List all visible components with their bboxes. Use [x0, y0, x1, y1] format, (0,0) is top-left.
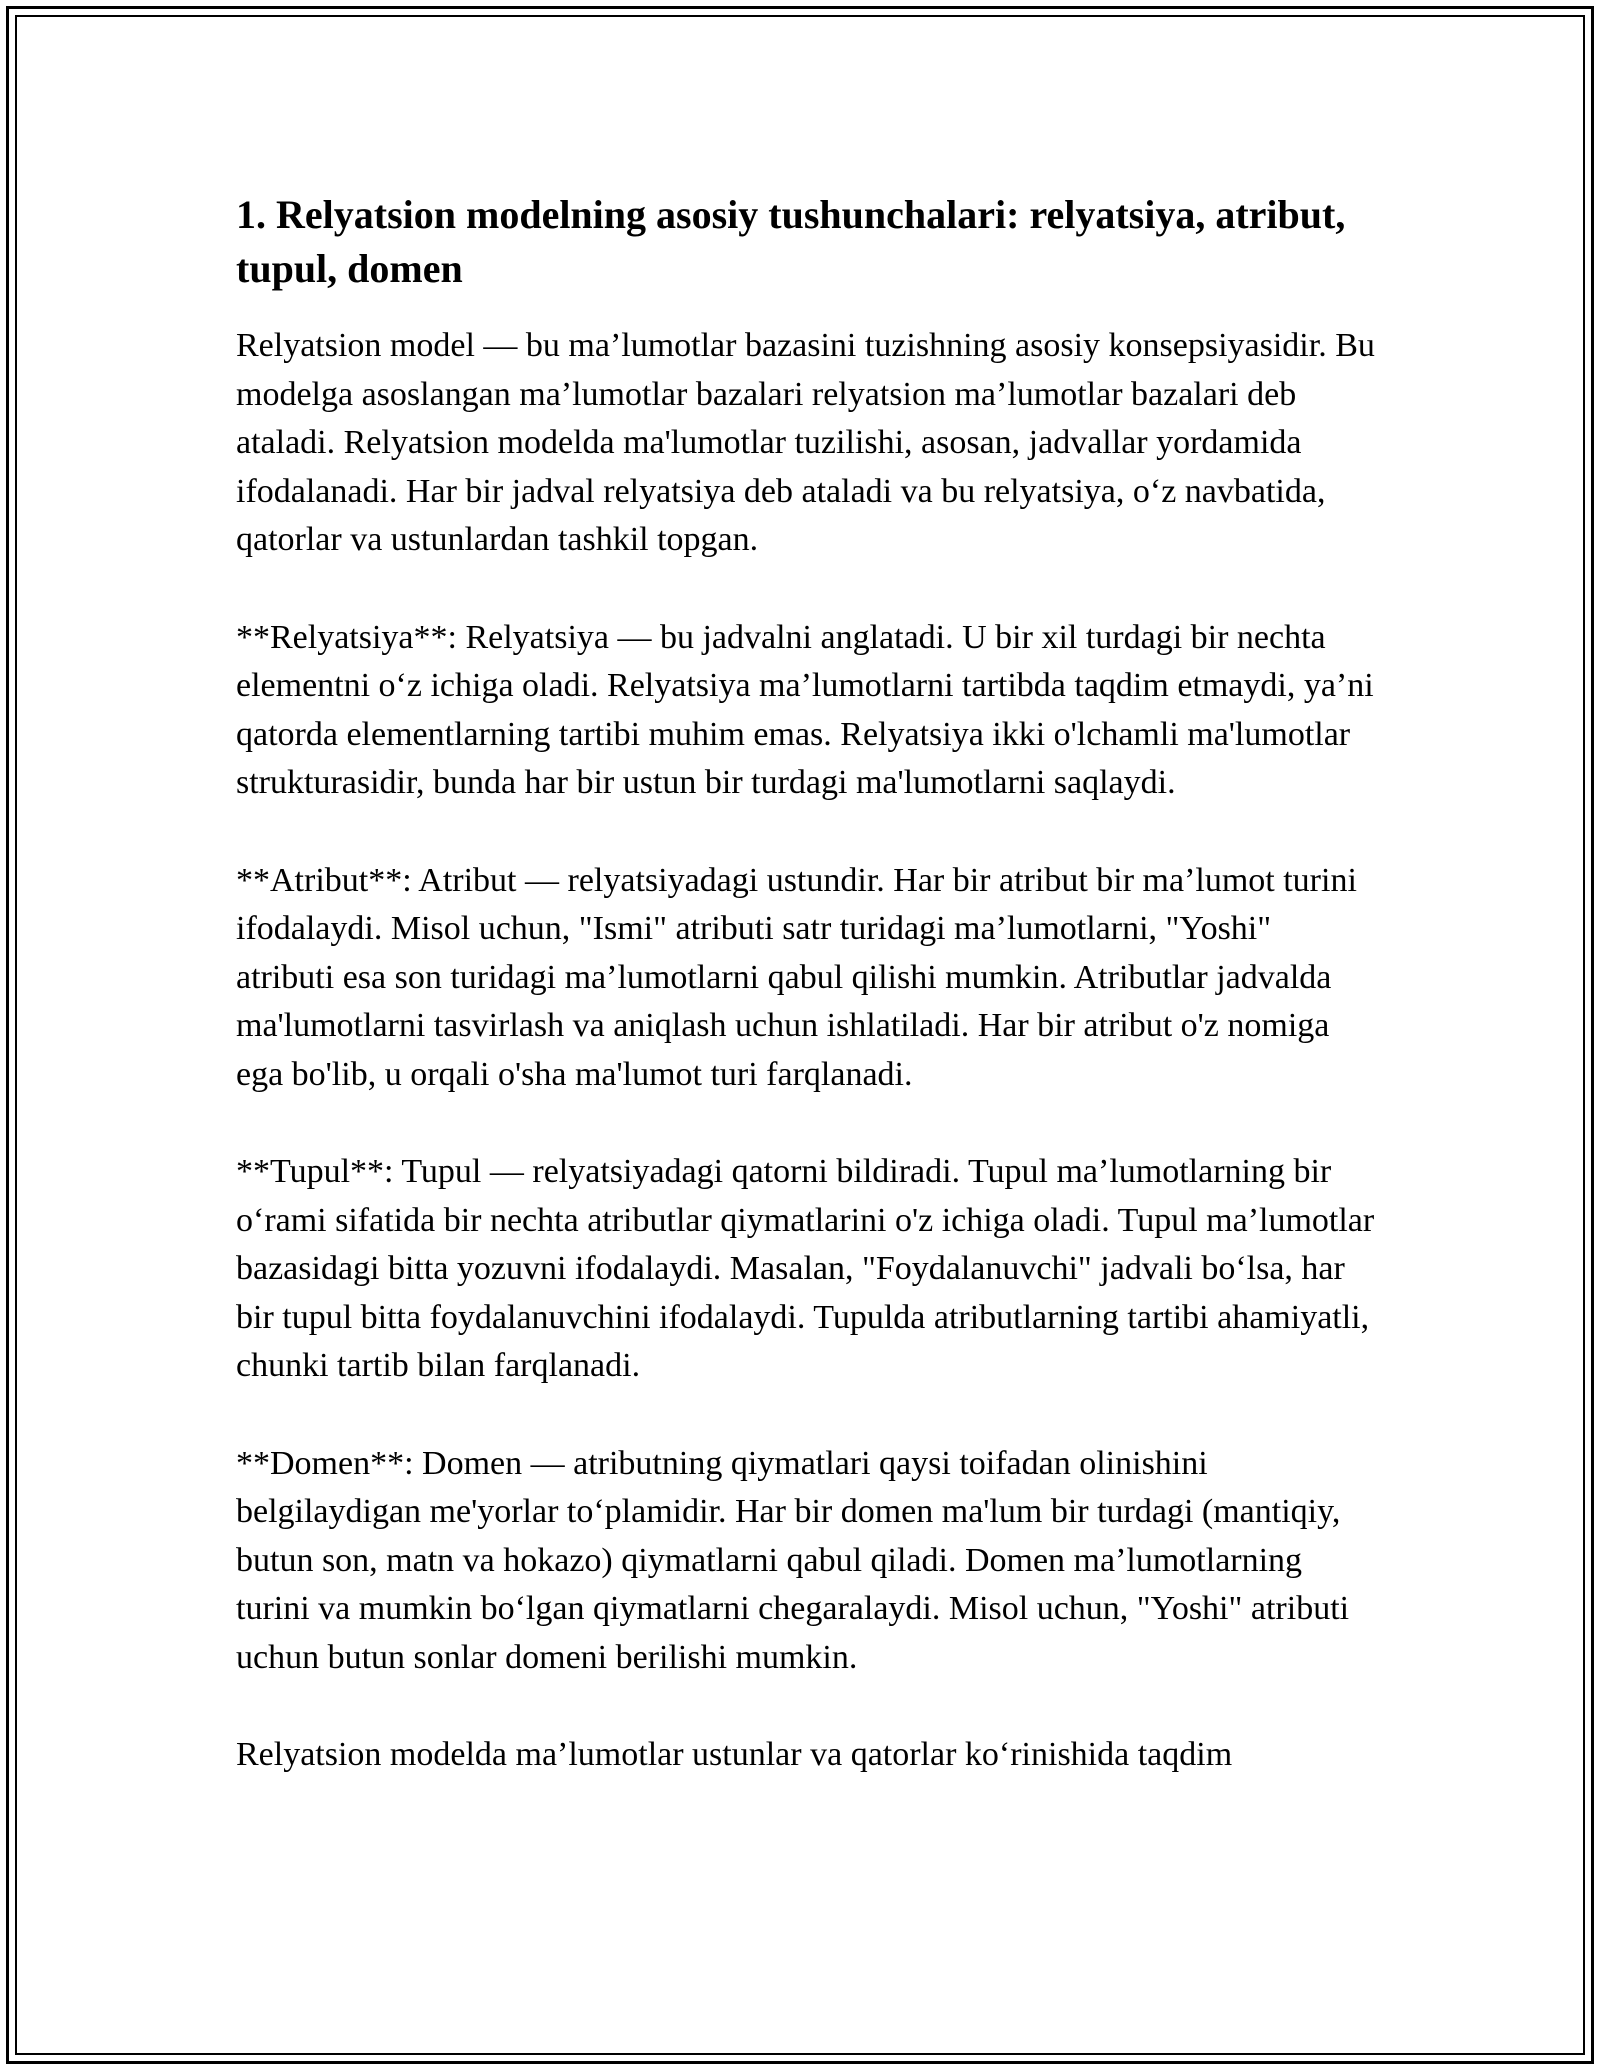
paragraph-closing: Relyatsion modelda ma’lumotlar ustunlar va qatorlar ko‘rinishida taqdim: [236, 1736, 1233, 1773]
document-body: [236, 188, 1376, 1829]
paragraph-domen: **Domen**: Domen — atributning qiymatlari qaysi toifadan olinishini belgilaydigan me'yorlar to‘plamidir. Har bir domen ma'lum bir turdagi (mantiqiy, butun son, matn va hokazo) qiymatlarni qabul qiladi. Domen ma’lumotlarning turini va mumkin bo‘lgan qiymatlarni chegaralaydi. Misol uchun, "Yoshi" atributi uchun butun sonlar domeni berilishi mumkin.: [236, 1444, 1350, 1676]
paragraph-relyatsiya: **Relyatsiya**: Relyatsiya — bu jadvalni anglatadi. U bir xil turdagi bir nechta elementni o‘z ichiga oladi. Relyatsiya ma’lumotlarni tartibda taqdim etmaydi, ya’ni qatorda elementlarning tartibi muhim emas. Relyatsiya ikki o'lchamli ma'lumotlar strukturasidir, bunda har bir ustun bir turdagi ma'lumotlarni saqlaydi.: [236, 618, 1374, 801]
paragraph-intro: Relyatsion model — bu ma’lumotlar bazasini tuzishning asosiy konsepsiyasidir. Bu modelga asoslangan ma’lumotlar bazalari relyatsion ma’lumotlar bazalari deb ataladi. Relyatsion modelda ma'lumotlar tuzilishi, asosan, jadvallar yordamida ifodalanadi. Har bir jadval relyatsiya deb ataladi va bu relyatsiya, o‘z navbatida, qatorlar va ustunlardan tashkil topgan.: [236, 327, 1375, 558]
paragraph-tupul: **Tupul**: Tupul — relyatsiyadagi qatorni bildiradi. Tupul ma’lumotlarning bir o‘rami sifatida bir nechta atributlar qiymatlarini o'z ichiga oladi. Tupul ma’lumotlar bazasidagi bitta yozuvni ifodalaydi. Masalan, "Foydalanuvchi" jadvali bo‘lsa, har bir tupul bitta foydalanuvchini ifodalaydi. Tupulda atributlarning tartibi ahamiyatli, chunki tartib bilan farqlanadi.: [236, 1153, 1375, 1384]
section-heading: 1. Relyatsion modelning asosiy tushunchalari: relyatsiya, atribut, tupul, domen: [236, 192, 1346, 291]
paragraph-atribut: **Atribut**: Atribut — relyatsiyadagi ustundir. Har bir atribut bir ma’lumot turini ifodalaydi. Misol uchun, "Ismi" atributi satr turidagi ma’lumotlarni, "Yoshi" atributi esa son turidagi ma’lumotlarni qabul qilishi mumkin. Atributlar jadvalda ma'lumotlarni tasvirlash va aniqlash uchun ishlatiladi. Har bir atribut o'z nomiga ega bo'lib, u orqali o'sha ma'lumot turi farqlanadi.: [236, 861, 1357, 1093]
